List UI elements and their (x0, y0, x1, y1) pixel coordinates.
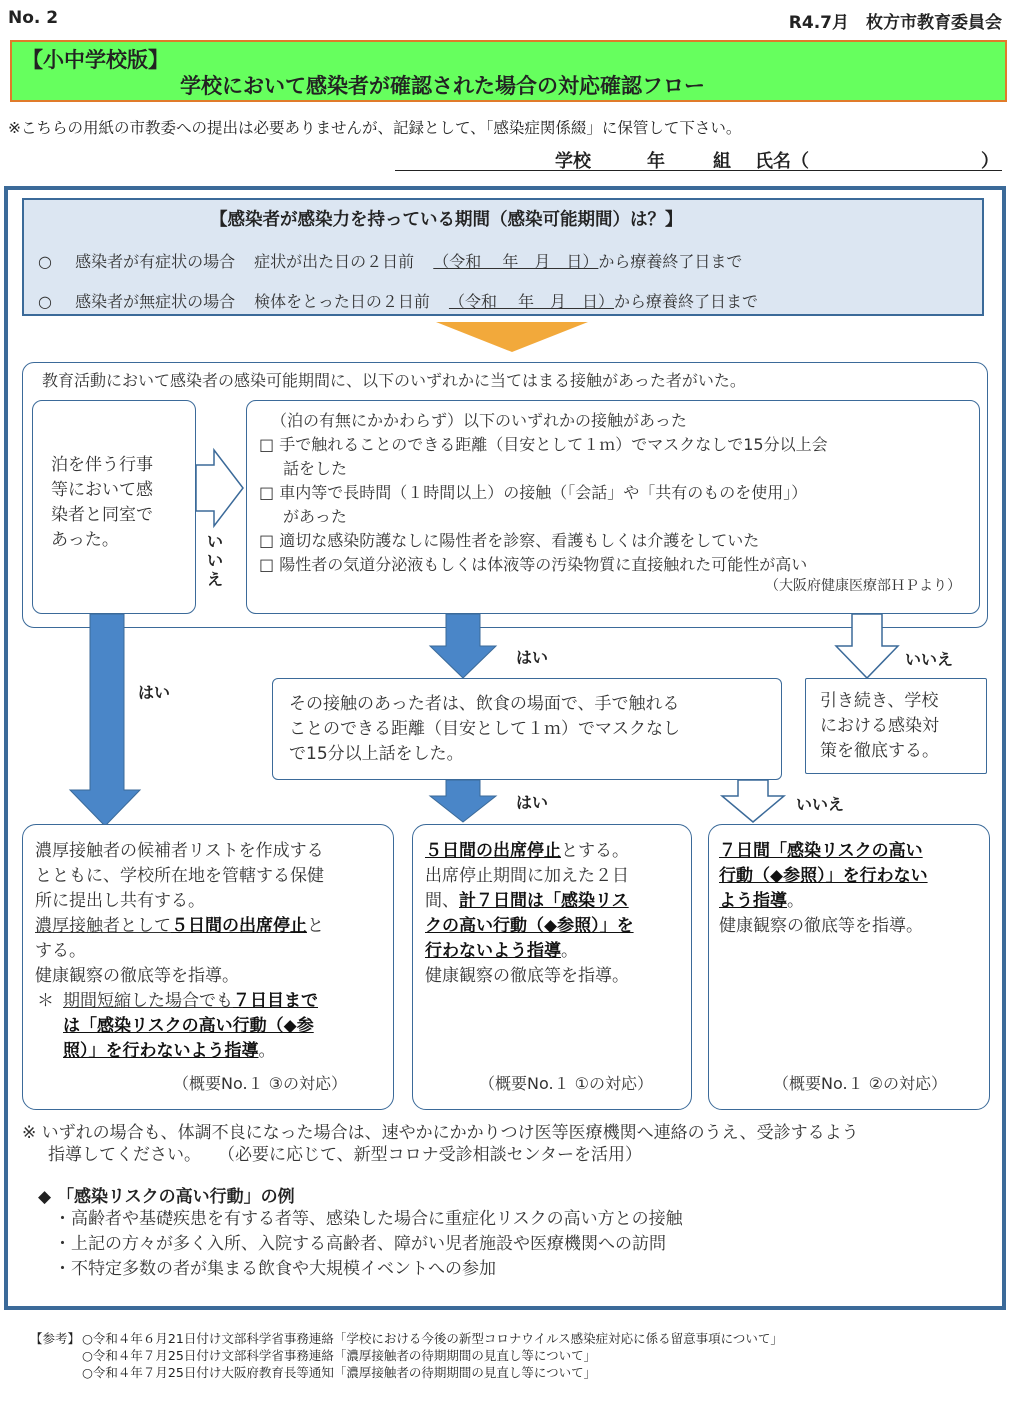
overnight-line: 染者と同室で (51, 505, 153, 525)
continue-line: 策を徹底する。 (820, 741, 939, 761)
no-down-arrow-2-icon (722, 780, 784, 822)
bold-text: 照）」を行わないよう指導 (63, 1041, 259, 1061)
date-blank: （令和 年 月 日） (433, 252, 599, 271)
continue-line: 引き続き、学校 (820, 691, 939, 711)
meal-line: で15分以上話をした。 (289, 744, 464, 764)
school-label: 学校 (555, 151, 591, 172)
outcome-close-contact (22, 824, 394, 1110)
references-label: 【参考】 (30, 1331, 81, 1346)
continue-line: における感染対 (820, 716, 939, 736)
outcome-note (35, 989, 393, 1014)
no-char: い (206, 551, 223, 570)
yes-down-arrow-icon (430, 780, 496, 822)
outcome-text: 健康観察の徹底等を指導。 (425, 966, 629, 986)
suspension-5days: ５日間の出席停止 (171, 916, 307, 936)
outcome-text: 所に提出し共有する。 (35, 891, 205, 911)
page-number: No. 2 (8, 8, 59, 28)
date-organization: R4.7月 枚方市教育委員会 (788, 13, 1002, 33)
overnight-line: 泊を伴う行事 (51, 455, 153, 475)
criteria-source: （大阪府健康医療部ＨＰより） (765, 578, 961, 594)
outcome-text (425, 939, 691, 964)
outcome-5day-suspension (412, 824, 692, 1110)
meal-line: その接触のあった者は、飲食の場面で、手で触れる (289, 694, 680, 714)
bold-text: 行動（◆参照）」を行わない (719, 866, 928, 886)
overnight-line: あった。 (51, 530, 119, 550)
high-risk-item: ・高齢者や基礎疾患を有する者等、感染した場合に重症化リスクの高い方との接触 (54, 1209, 683, 1229)
high-risk-item: ・不特定多数の者が集まる飲食や大規模イベントへの参加 (54, 1259, 496, 1279)
page-title: 学校において感染者が確認された場合の対応確認フロー (180, 74, 705, 98)
footnote-line (22, 1122, 859, 1144)
no-char: い (206, 532, 223, 551)
outcome-reference: （概要No.１ ②の対応） (773, 1074, 947, 1093)
underline-text: 濃厚接触者として (35, 916, 171, 936)
circle-mark: ○ (38, 292, 52, 311)
high-risk-title: ◆ 「感染リスクの高い行動」の例 (38, 1187, 295, 1207)
basis-text: 検体をとった日の２日前 (254, 292, 430, 311)
outcome-reference: （概要No.１ ③の対応） (173, 1074, 347, 1093)
outcome-text: する。 (35, 941, 86, 961)
class-label: 組 (713, 151, 731, 172)
bold-text: 行わないよう指導 (425, 941, 561, 961)
criteria-text: 手で触れることのできる距離（目安として１ｍ）でマスクなしで15分以上会 (279, 435, 828, 454)
footnote-mark: ※ (22, 1123, 37, 1143)
basis-text: 症状が出た日の２日前 (254, 252, 415, 271)
edition-label: 【小中学校版】 (22, 48, 169, 72)
yes-label-meal: はい (516, 793, 549, 812)
criteria-item-cont: があった (283, 507, 347, 526)
no-label-right: いいえ (905, 650, 954, 669)
no-char: え (206, 570, 223, 589)
yes-label-mid: はい (516, 648, 549, 667)
criteria-title: （泊の有無にかかわらず）以下のいずれかの接触があった (271, 411, 687, 430)
right-arrow-icon (196, 450, 243, 526)
outcome-text: 出席停止期間に加えた２日 (425, 866, 629, 886)
footnote-text: 指導してください。 （必要に応じて、新型コロナ受診相談センターを活用） (48, 1145, 642, 1165)
mid-down-arrow-icon (430, 614, 496, 678)
until-text: から療養終了日まで (598, 252, 743, 271)
reference-item: ○令和４年７月25日付け大阪府教育長等通知「濃厚接触者の待期期間の見直し等について」 (82, 1365, 597, 1380)
bold-text: ７日目まで (233, 991, 318, 1011)
contact-intro: 教育活動において感染者の感染可能期間に、以下のいずれかに当てはまる接触があった者がいた。 (42, 371, 746, 390)
outcome-7day-guidance (708, 824, 990, 1110)
underline-text: 期間短縮した場合でも (63, 991, 233, 1011)
submission-note: ※こちらの用紙の市教委への提出は必要ありませんが、記録として、「感染症関係綴」に保管して下さい。 (8, 119, 742, 137)
meal-line: ことのできる距離（目安として１ｍ）でマスクなし (289, 719, 680, 739)
criteria-text: 陽性者の気道分泌液もしくは体液等の汚染物質に直接触れた可能性が高い (279, 555, 808, 574)
year-label: 年 (647, 151, 665, 172)
footnote (22, 1122, 859, 1166)
checkbox-icon: □ (259, 531, 275, 550)
outcome-text (35, 1039, 393, 1064)
meal-contact-box (272, 678, 782, 780)
outcome-text: 健康観察の徹底等を指導。 (719, 916, 923, 936)
bold-text: は「感染リスクの高い行動（◆参 (63, 1016, 314, 1036)
name-label: 氏名（ (755, 151, 809, 172)
criteria-item-cont: 話をした (283, 459, 348, 478)
bold-text: クの高い行動（◆参照）」を (425, 916, 634, 936)
outcome-text (35, 914, 393, 939)
date-blank: （令和 年 月 日） (448, 292, 615, 311)
circle-mark: ○ (38, 252, 52, 271)
outcome-text (425, 889, 691, 914)
high-risk-list (54, 1207, 683, 1282)
continue-measures-box (805, 678, 987, 774)
criteria-text: 適切な感染防護なしに陽性者を診察、看護もしくは介護をしていた (279, 531, 760, 550)
outcome-reference: （概要No.１ ①の対応） (479, 1074, 653, 1093)
outcome-text: 濃厚接触者の候補者リストを作成する (35, 841, 324, 861)
period-mark: 。 (787, 891, 804, 911)
no-label-meal: いいえ (796, 795, 845, 814)
period-mark: 。 (561, 941, 578, 961)
high-risk-item: ・上記の方々が多く入所、入院する高齢者、障がい児者施設や医療機関への訪問 (54, 1234, 666, 1254)
period-mark: 。 (258, 1041, 276, 1061)
suspension-5days: ５日間の出席停止 (425, 841, 561, 861)
outcome-text: 健康観察の徹底等を指導。 (35, 966, 239, 986)
criteria-text: 車内等で長時間（１時間以上）の接触（「会話」や「共有のものを使用」） (279, 483, 808, 502)
bold-text: 計７日間は「感染リス (459, 891, 629, 911)
outcome-text: とともに、学校所在地を管轄する保健 (35, 866, 324, 886)
reference-item: ○令和４年７月25日付け文部科学省事務連絡「濃厚接触者の待期期間の見直し等について」 (82, 1348, 597, 1363)
bold-text: よう指導 (719, 891, 787, 911)
footnote-text: いずれの場合も、体調不良になった場合は、速やかにかかりつけ医等医療機関へ連絡のうえ、受診するよう (41, 1123, 859, 1143)
no-down-arrow-icon (836, 614, 898, 678)
checkbox-icon: □ (259, 483, 275, 502)
asterisk: ＊ (37, 991, 54, 1011)
reference-item: ○令和４年６月21日付け文部科学省事務連絡「学校における今後の新型コロナウイルス感染症対応に係る留意事項について」 (82, 1331, 783, 1346)
yes-label-left: はい (138, 683, 171, 702)
case-text: 感染者が無症状の場合 (75, 292, 236, 311)
outcome-text: とする。 (561, 841, 629, 861)
outcome-text: と (307, 916, 324, 936)
bold-text: ７日間「感染リスクの高い (719, 841, 923, 861)
references (30, 1330, 783, 1381)
until-text: から療養終了日まで (614, 292, 759, 311)
outcome-text (719, 889, 989, 914)
overnight-line: 等において感 (51, 480, 153, 500)
case-text: 感染者が有症状の場合 (75, 252, 236, 271)
period-title: 【感染者が感染力を持っている期間（感染可能期間）は？】 (210, 210, 683, 230)
outcome-text: 間、 (425, 891, 459, 911)
name-close: ） (981, 151, 999, 172)
checkbox-icon: □ (259, 435, 275, 454)
outcome-text (425, 839, 691, 864)
checkbox-icon: □ (259, 555, 275, 574)
left-down-arrow-icon (70, 614, 140, 826)
